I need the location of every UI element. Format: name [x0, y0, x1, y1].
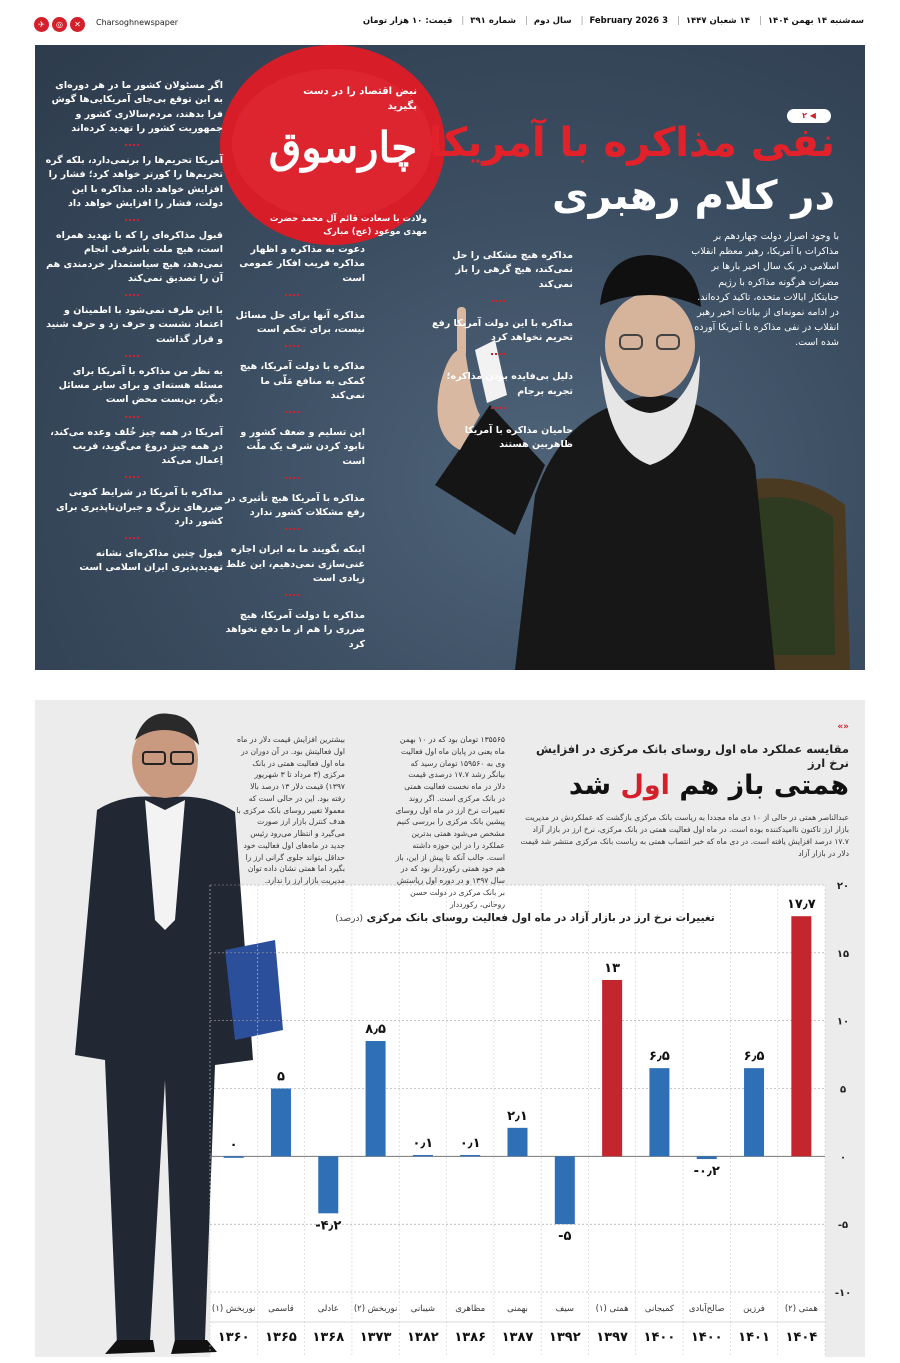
issue-number: شماره ۳۹۱	[470, 16, 516, 26]
bar	[555, 1156, 575, 1224]
y-tick-label: -۱۰	[834, 1288, 852, 1299]
bar	[366, 1041, 386, 1156]
quote-item: آمریکا در همه چیز خُلف وعده می‌کند، در همه چیز دروغ می‌گوید، فریب اِعمال می‌کند	[43, 426, 223, 477]
quote-column-left	[43, 79, 223, 594]
quote-item: دعوت به مذاکره و اظهار مذاکره فریب افکار عمومی است	[223, 243, 365, 292]
price: قیمت: ۱۰ هزار تومان	[362, 16, 453, 26]
quote-item: به نظر من مذاکره با آمریکا برای مسئله هسته‌ای و برای سایر مسائل دیگر، بن‌بست محض است	[43, 365, 223, 416]
year-label: ۱۳۸۶	[454, 1330, 487, 1345]
quote-item: دلیل بی‌فایده بودن مذاکره؛ تجربه برجام	[425, 370, 573, 405]
hero-intro: با وجود اصرار دولت چهاردهم بر مذاکرات با آمریکا، رهبر معظم انقلاب اسلامی در یک سال اخیر بارها بر مضرات هرگونه مذاکره با رژیم جنایتکار ایالات متحده، تاکید کرده‌اند. در ادامه نمونه‌ای از بیانات اخیر رهبر انقلاب در نفی مذاکره با آمریکا آورده شده است.	[691, 231, 839, 349]
telegram-icon[interactable]: ✈	[34, 17, 49, 32]
category-label: بهمنی	[507, 1304, 528, 1314]
top-strip	[32, 10, 864, 44]
bar-value-label: ۱۳	[604, 960, 621, 976]
date-persian: سه‌شنبه ۱۴ بهمن ۱۴۰۴	[767, 16, 864, 26]
y-tick-label: ۵	[839, 1084, 847, 1096]
bar	[791, 916, 811, 1156]
bar	[271, 1089, 291, 1157]
quote-item: قبول چنین مذاکره‌ای نشانه تهدیدپذیری ایران اسلامی است	[79, 548, 223, 574]
exchange-rate-chart	[35, 700, 865, 1357]
article-column: ۱۳۵۵۶۵ تومان بود که در ۱۰ بهمن ماه یعنی در پایان ماه اول فعالیت وی به ۱۵۹۵۶۰ تومان رسید که بیانگر رشد ۱۷.۷ درصدی قیمت دلار در ماه نخست فعالیت همتی در بانک مرکزی است. اگر روند تغییرات نرخ ارز در ماه اول روسای پیشین بانک مرکزی را بررسی کنیم مشخص می‌شود همتی بدترین عملکرد را در این حوزه داشته است. جالب آنکه تا پیش از این، باز هم خود همتی رکورددار بود که در سال ۱۳۹۷ و در دوره اول ریاستش بر بانک مرکزی در دولت حسن روحانی، رکورددار	[395, 735, 505, 909]
headline-red: نفی مذاکره با آمریکا	[428, 120, 835, 166]
bar-value-label: ۰	[229, 1137, 238, 1153]
masthead-logo: چارسوق	[268, 123, 418, 172]
bar-value-label: ۰٫۱	[412, 1135, 434, 1151]
y-tick-label: ۱۰	[836, 1016, 850, 1028]
bar-value-label: ۲٫۱	[507, 1108, 528, 1124]
bar-value-label: ۵	[276, 1069, 285, 1085]
bar	[224, 1156, 244, 1158]
date-hijri: ۱۴ شعبان ۱۴۴۷	[685, 16, 750, 26]
category-label: نوربخش (۱)	[211, 1304, 256, 1314]
category-label: مظاهری	[455, 1304, 486, 1314]
title-highlight: اول	[620, 770, 670, 801]
year-label: ۱۳۸۷	[501, 1330, 534, 1345]
quote-column-middle	[223, 243, 365, 670]
bar	[649, 1068, 669, 1156]
year-label: ۱۳۷۳	[359, 1330, 392, 1345]
headline-white: در کلام رهبری	[552, 173, 835, 219]
bar-value-label: -۴٫۲	[315, 1218, 342, 1234]
chart-title	[335, 912, 715, 924]
bar-value-label: ۸٫۵	[365, 1022, 386, 1038]
category-label: شیبانی	[410, 1304, 436, 1314]
bar	[460, 1155, 480, 1157]
y-tick-label: -۵	[837, 1220, 849, 1232]
section-kicker: مقایسه عملکرد ماه اول روسای بانک مرکزی در افزایش نرخ ارز	[535, 742, 849, 770]
title-part: همتی باز هم	[679, 770, 849, 801]
category-label: فرزین	[743, 1304, 765, 1314]
quote-item: حامیان مذاکره با آمریکا ظاهربین هستند	[464, 424, 573, 450]
quote-item: مذاکره با دولت آمریکا، هیچ ضرری را هم از ما دفع نخواهد کرد	[225, 610, 365, 650]
quote-item: اینکه بگویند ما به ایران اجازه غنی‌سازی نمی‌دهیم، این غلط زیادی است	[223, 543, 365, 592]
masthead-occasion: ولادت با سعادت قائم آل محمد حضرت مهدی موعود (عج) مبارک	[269, 214, 427, 237]
year-label: ۱۳۶۵	[265, 1330, 297, 1345]
y-tick-label: ۱۵	[836, 948, 850, 960]
category-label: قاسمی	[268, 1304, 294, 1314]
bar	[318, 1156, 338, 1213]
quote-item: مذاکره هیچ مشکلی را حل نمی‌کند، هیچ گرهی را باز نمی‌کند	[425, 249, 573, 298]
quote-item: قبول مذاکره‌ای را که با تهدید همراه است، هیچ ملت باشرفی انجام نمی‌دهد، هیچ سیاستمدار خردمندی هم آن را تصدیق نمی‌کند	[43, 229, 223, 294]
quote-item: مذاکره با آمریکا هیچ تأثیری در رفع مشکلات کشور ندارد	[223, 492, 365, 527]
bar-value-label: ۱۷٫۷	[787, 897, 816, 913]
year-label: ۱۴۰۱	[738, 1330, 770, 1345]
page-reference-number: ۲	[802, 111, 807, 120]
article-lead: عبدالناصر همتی در حالی از ۱۰ دی ماه مجددا به ریاست بانک مرکزی بازگشت که عملکردش در مدیریت بازار ارز تاکنون ناامیدکننده بوده است. در ماه اول فعالیت همتی در بانک مرکزی، نرخ ارز در بازار آزاد ۱۷.۷ درصد افزایش یافته است. در دی ماه که خبر انتصاب همتی به ریاست بانک مرکزی منتشر شد قیمت دلار در بازار آزاد	[520, 813, 849, 859]
quote-item: مذاکره با دولت آمریکا، هیچ کمکی به منافع مَلّی ما نمی‌کند	[223, 360, 365, 409]
bar-value-label: -۵	[558, 1229, 572, 1245]
y-tick-label: ۰	[839, 1152, 847, 1164]
bar	[602, 980, 622, 1156]
year-label: ۱۴۰۰	[690, 1330, 723, 1345]
x-icon[interactable]: ✕	[70, 17, 85, 32]
quote-item: این تسلیم و ضعف کشور و نابود کردن شرف یک ملّت است	[223, 426, 365, 475]
social-handle[interactable]: Charsoghnewspaper	[96, 18, 179, 27]
front-page-hero	[35, 45, 865, 670]
bar-value-label: ۶٫۵	[743, 1049, 765, 1065]
chart-title-text: تغییرات نرخ ارز در بازار آزاد در ماه اول فعالیت روسای بانک مرکزی	[366, 912, 715, 924]
economy-section	[35, 700, 865, 1357]
chart-unit: (درصد)	[335, 914, 363, 924]
masthead-tagline: نبض اقتصاد را در دست بگیرید	[303, 86, 417, 112]
year-label: ۱۳۶۸	[312, 1330, 345, 1345]
bar	[508, 1128, 528, 1156]
quote-item: مذاکره با این دولت آمریکا رفع تحریم نخواهد کرد	[425, 317, 573, 352]
quote-column-right	[425, 249, 573, 477]
category-label: همتی (۲)	[784, 1304, 818, 1314]
dateline: سه‌شنبه ۱۴ بهمن ۱۴۰۴| ۱۴ شعبان ۱۴۴۷| 3 February 2026| سال دوم| شماره ۳۹۱| قیمت: ۱۰ هزار تومان	[362, 16, 864, 26]
quote-item: آمریکا تحریم‌ها را برنمی‌دارد، بلکه گره تحریم‌ها را کورتر خواهد کرد؛ فشار را افزایش خواهد داد. مذاکره با این دولت، فشار را افزایش خواهد داد	[43, 154, 223, 219]
year-label: ۱۳۹۷	[596, 1330, 628, 1345]
bar-value-label: -۰٫۲	[693, 1164, 720, 1180]
category-label: همتی (۱)	[595, 1304, 629, 1314]
bar-value-label: ۰٫۱	[459, 1135, 481, 1151]
bar-value-label: ۶٫۵	[649, 1049, 670, 1065]
section-flag: «»	[837, 722, 849, 732]
category-label: سیف	[555, 1304, 575, 1314]
year-label: ۱۳۹۲	[548, 1330, 581, 1345]
bar	[744, 1068, 764, 1156]
quote-item: مذاکره با آمریکا در شرایط کنونی ضررهای بزرگ و جبران‌ناپذیری برای کشور دارد	[43, 486, 223, 537]
quote-item: اگر مسئولان کشور ما در هر دوره‌ای به این توقع بی‌جای آمریکایی‌ها گوش فرا بدهند، مردم‌سالاری کشور و جمهوریت کشور را تهدید کرده‌اند	[43, 79, 223, 144]
article-column: بیشترین افزایش قیمت دلار در ماه اول فعالیتش بود. در آن دوران در ماه اول فعالیت همتی در بانک مرکزی (۳ مرداد تا ۳ شهریور ۱۳۹۷) قیمت دلار ۱۳ درصد بالا رفته بود. این در حالی است که معمولا تغییر روسای بانک مرکزی با هدف کنترل بازار ارز صورت می‌گیرد و انتظار می‌رود رئیس جدید در ماه‌های اول فعالیت خود حداقل بتواند جلوی گرانی ارز را بگیرد اما همتی نشان داده توان مدیریت بازار ارز را ندارد.	[236, 735, 345, 886]
quote-item: مذاکره آنها برای حل مسائل نیست، برای تحکم است	[223, 309, 365, 344]
category-label: صالح‌آبادی	[688, 1304, 725, 1314]
page-reference-badge[interactable]: ۲ ◀	[787, 109, 831, 123]
year-label: ۱۴۰۰	[643, 1330, 676, 1345]
quote-item: با این طرف نمی‌شود با اطمینان و اعتماد نشست و حرف زد و حرف شنید و قرار گذاشت	[43, 304, 223, 355]
title-part: شد	[568, 770, 612, 801]
category-label: عادلی	[317, 1304, 339, 1314]
y-tick-label: ۲۰	[836, 881, 850, 892]
instagram-icon[interactable]: ◎	[52, 17, 67, 32]
volume-year: سال دوم	[533, 16, 572, 26]
social-links	[34, 17, 85, 32]
category-label: نوربخش (۲)	[353, 1304, 398, 1314]
category-label: کمیجانی	[644, 1304, 674, 1314]
bar	[697, 1156, 717, 1159]
year-label: ۱۳۸۲	[407, 1330, 439, 1345]
year-label: ۱۳۶۰	[217, 1330, 250, 1345]
date-gregorian: 3 February 2026	[589, 16, 668, 26]
year-label: ۱۴۰۴	[785, 1330, 818, 1345]
bar	[413, 1155, 433, 1157]
